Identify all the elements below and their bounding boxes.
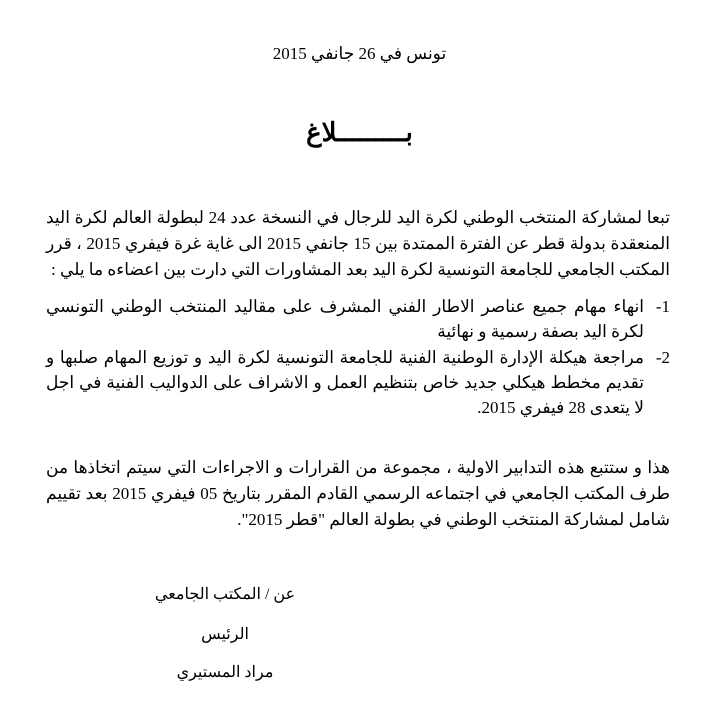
document-date: تونس في 26 جانفي 2015	[272, 44, 447, 63]
list-item	[46, 345, 670, 420]
list-item-text: انهاء مهام جميع عناصر الاطار الفني المشرف على مقاليد المنتخب الوطني التونسي لكرة اليد بصفة رسمية و نهائية	[46, 297, 644, 341]
decisions-list	[46, 294, 670, 421]
list-item-text: مراجعة هيكلة الإدارة الوطنية الفنية للجامعة التونسية لكرة اليد و توزيع المهام صلبها و تقديم مخطط هيكلي جديد خاص بتنظيم العمل و الاشراف على الدواليب الفنية في اجل لا يتعدى 28 فيفري 2015.	[46, 348, 644, 417]
signature-on-behalf: عن / المكتب الجامعي	[154, 586, 296, 603]
document-title: بـــــــــلاغ	[306, 118, 413, 147]
list-item	[46, 294, 670, 344]
list-item-number: 1-	[655, 297, 670, 316]
signature-name: مراد المستيري	[176, 664, 274, 681]
list-item-number: 2-	[655, 348, 670, 367]
closing-paragraph: هذا و ستتبع هذه التدابير الاولية ، مجموعة من القرارات و الاجراءات التي سيتم اتخاذها من طرف المكتب الجامعي في اجتماعه الرسمي القادم المقرر بتاريخ 05 فيفري 2015 بعد تقييم شامل لمشاركة المنتخب الوطني في بطولة العالم "قطر 2015".	[46, 458, 671, 529]
intro-paragraph: تبعا لمشاركة المنتخب الوطني لكرة اليد للرجال في النسخة عدد 24 لبطولة العالم لكرة اليد المنعقدة بدولة قطر عن الفترة الممتدة بين 15 جانفي 2015 الى غاية غرة فيفري 2015 ، قرر المكتب الجامعي للجامعة التونسية لكرة اليد بعد المشاورات التي دارت بين اعضاءه ما يلي :	[46, 208, 670, 279]
signature-role: الرئيس	[201, 626, 249, 643]
